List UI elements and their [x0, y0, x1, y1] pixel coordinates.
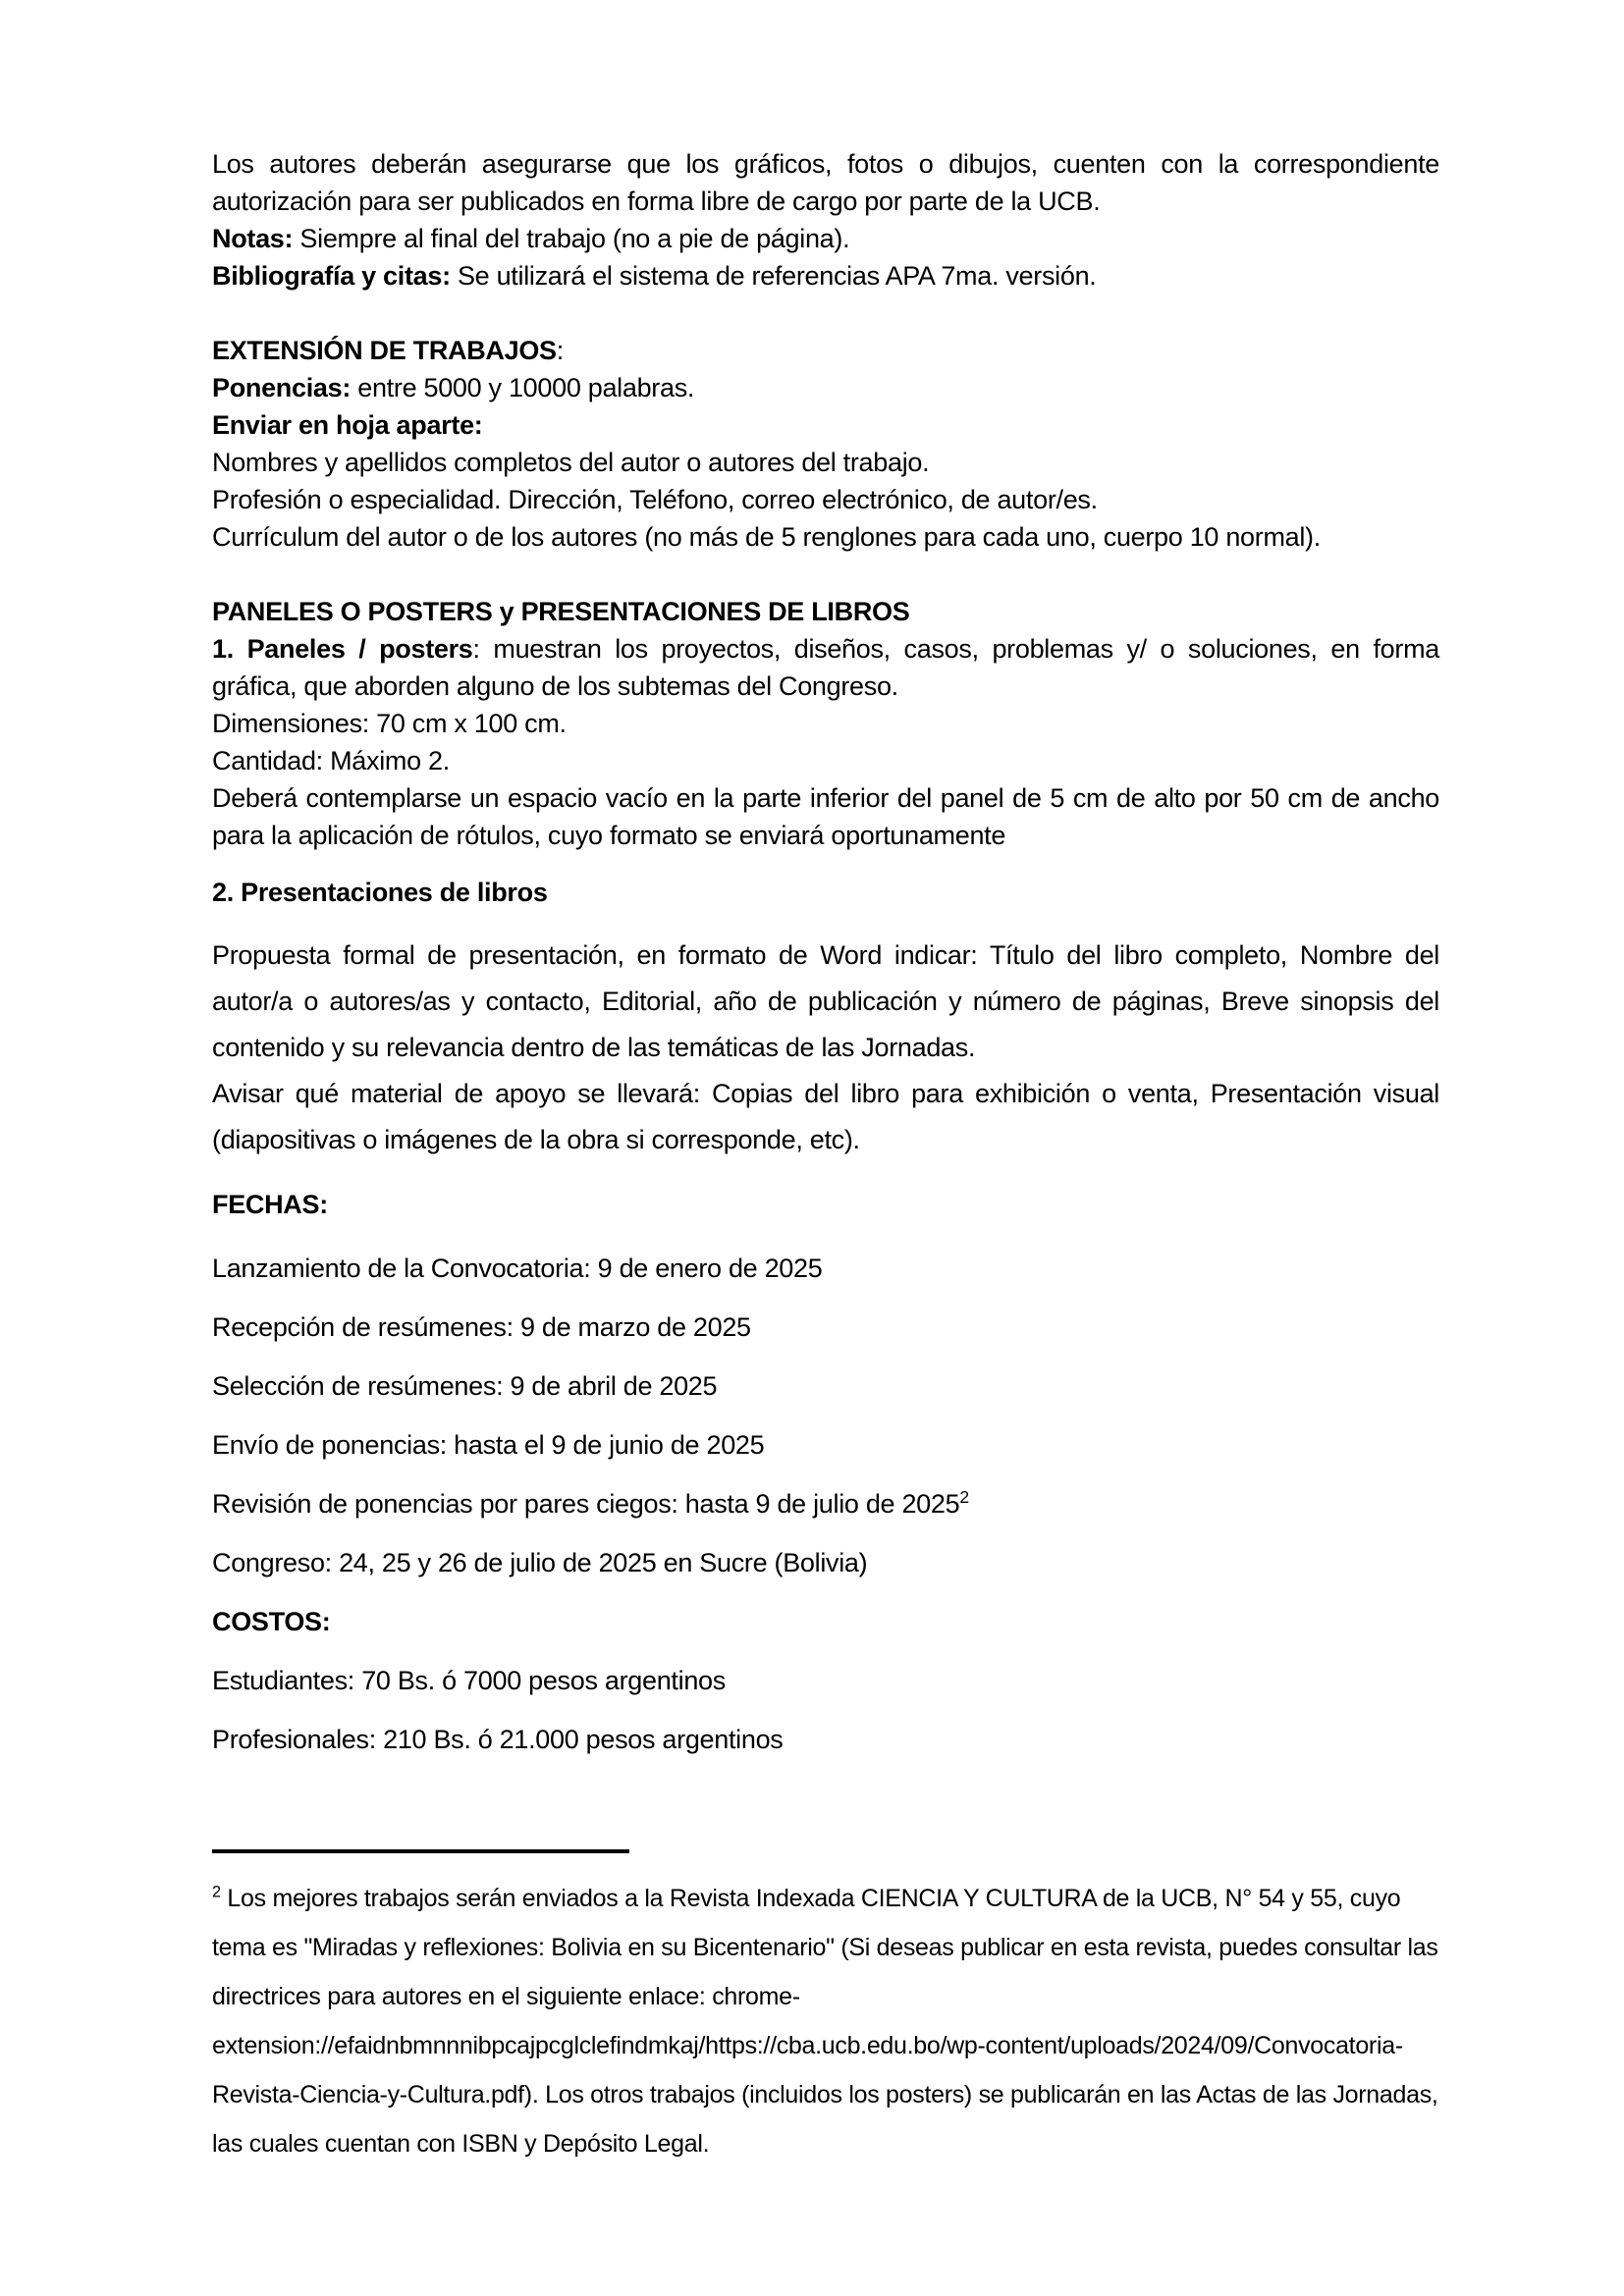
document-body: [212, 145, 1439, 1758]
section-heading: [212, 874, 1439, 911]
text-run: Ponencias:: [212, 373, 352, 402]
text-run: FECHAS:: [212, 1190, 328, 1219]
paragraph: [212, 742, 1439, 779]
text-run: 1. Paneles / posters: [212, 634, 473, 664]
paragraph: [212, 444, 1439, 481]
paragraph: [212, 481, 1439, 518]
document-content: [212, 145, 1439, 2168]
text-run: Currículum del autor o de los autores (no más de 5 renglones para cada uno, cuerpo 10 normal).: [212, 522, 1321, 552]
section-heading: [212, 1603, 1439, 1640]
text-run: Selección de resúmenes: 9 de abril de 2025: [212, 1371, 718, 1401]
text-run: :: [556, 336, 564, 365]
text-run: 2: [959, 1487, 969, 1507]
text-run: Enviar en hoja aparte:: [212, 410, 483, 440]
text-run: EXTENSIÓN DE TRABAJOS: [212, 336, 557, 365]
section-heading: [212, 406, 1439, 444]
paragraph: [212, 332, 1439, 369]
section-heading: [212, 593, 1439, 630]
paragraph: [212, 1485, 1439, 1522]
text-run: Profesión o especialidad. Dirección, Teléfono, correo electrónico, de autor/es.: [212, 485, 1098, 514]
text-run: Congreso: 24, 25 y 26 de julio de 2025 en Sucre (Bolivia): [212, 1548, 868, 1577]
text-run: entre 5000 y 10000 palabras.: [351, 373, 695, 402]
text-run: : muestran los proyectos, diseños, casos, problemas y/ o soluciones, en forma gráfica, que aborden alguno de los subtemas del Congreso.: [212, 634, 1439, 701]
paragraph-spacer: [212, 294, 1439, 332]
text-run: Deberá contemplarse un espacio vacío en la parte inferior del panel de 5 cm de alto por 50 cm de ancho para la aplicación de rótulos, cuyo formato se enviará oportunamente: [212, 783, 1439, 850]
text-run: Envío de ponencias: hasta el 9 de junio de 2025: [212, 1430, 765, 1460]
text-run: Lanzamiento de la Convocatoria: 9 de enero de 2025: [212, 1254, 823, 1283]
paragraph: [212, 1367, 1439, 1405]
paragraph: [212, 1426, 1439, 1464]
paragraph: [212, 1544, 1439, 1581]
text-run: Los mejores trabajos serán enviados a la Revista Indexada CIENCIA Y CULTURA de la UCB, N° 54 y 55, cuyo tema es "Miradas y reflexiones: Bolivia en su Bicentenario" (Si deseas publicar en esta revista, puedes consultar las directrices para autores en el siguiente enlace: chrome-extension://efaidnbmnnnibpcajpcglclefindmkaj/https://cba.ucb.edu.bo/wp-content/uploads/2024/09/Convocatoria-Revista-Ciencia-y-Cultura.pdf). Los otros trabajos (incluidos los posters) se publicarán en las Actas de las Jornadas, las cuales cuentan con ISBN y Depósito Legal.: [212, 1885, 1438, 2158]
footnote-section: [212, 1849, 1439, 2168]
text-run: Dimensiones: 70 cm x 100 cm.: [212, 709, 567, 738]
text-run: PANELES O POSTERS y PRESENTACIONES DE LIBROS: [212, 597, 910, 626]
text-run: Revisión de ponencias por pares ciegos: hasta 9 de julio de 2025: [212, 1489, 960, 1519]
paragraph: [212, 518, 1439, 556]
text-run: COSTOS:: [212, 1607, 331, 1636]
paragraph: [212, 1250, 1439, 1287]
paragraph: [212, 1662, 1439, 1699]
text-run: Se utilizará el sistema de referencias APA 7ma. versión.: [450, 261, 1097, 291]
paragraph: [212, 369, 1439, 406]
paragraph: [212, 1071, 1439, 1163]
text-run: 2. Presentaciones de libros: [212, 878, 548, 907]
text-run: Propuesta formal de presentación, en formato de Word indicar: Título del libro completo, Nombre del autor/a o autores/as y contacto, Editorial, año de publicación y número de páginas, Breve sinopsis del contenido y su relevancia dentro de las temáticas de las Jornadas.: [212, 940, 1439, 1062]
paragraph: [212, 1308, 1439, 1346]
paragraph: [212, 220, 1439, 257]
text-run: Recepción de resúmenes: 9 de marzo de 2025: [212, 1312, 751, 1342]
text-run: Cantidad: Máximo 2.: [212, 746, 450, 775]
paragraph: [212, 705, 1439, 742]
section-heading: [212, 1186, 1439, 1223]
text-run: Bibliografía y citas:: [212, 261, 451, 291]
paragraph: [212, 257, 1439, 294]
text-run: Notas:: [212, 224, 294, 253]
paragraph-spacer: [212, 556, 1439, 593]
text-run: Siempre al final del trabajo (no a pie de página).: [293, 224, 850, 253]
text-run: Los autores deberán asegurarse que los gráficos, fotos o dibujos, cuenten con la correspondiente autorización para ser publicados en forma libre de cargo por parte de la UCB.: [212, 149, 1439, 216]
paragraph: [212, 145, 1439, 220]
paragraph: [212, 779, 1439, 854]
text-run: Profesionales: 210 Bs. ó 21.000 pesos argentinos: [212, 1725, 784, 1754]
text-run: 2: [212, 1883, 221, 1901]
text-run: Avisar qué material de apoyo se llevará: Copias del libro para exhibición o venta, Presentación visual (diapositivas o imágenes de la obra si corresponde, etc).: [212, 1079, 1439, 1154]
text-run: Estudiantes: 70 Bs. ó 7000 pesos argentinos: [212, 1666, 726, 1695]
footnote-paragraph: [212, 1874, 1439, 2168]
paragraph: [212, 630, 1439, 705]
paragraph: [212, 1721, 1439, 1758]
paragraph: [212, 933, 1439, 1071]
text-run: Nombres y apellidos completos del autor o autores del trabajo.: [212, 448, 930, 477]
footnote-separator-line: [212, 1849, 629, 1853]
